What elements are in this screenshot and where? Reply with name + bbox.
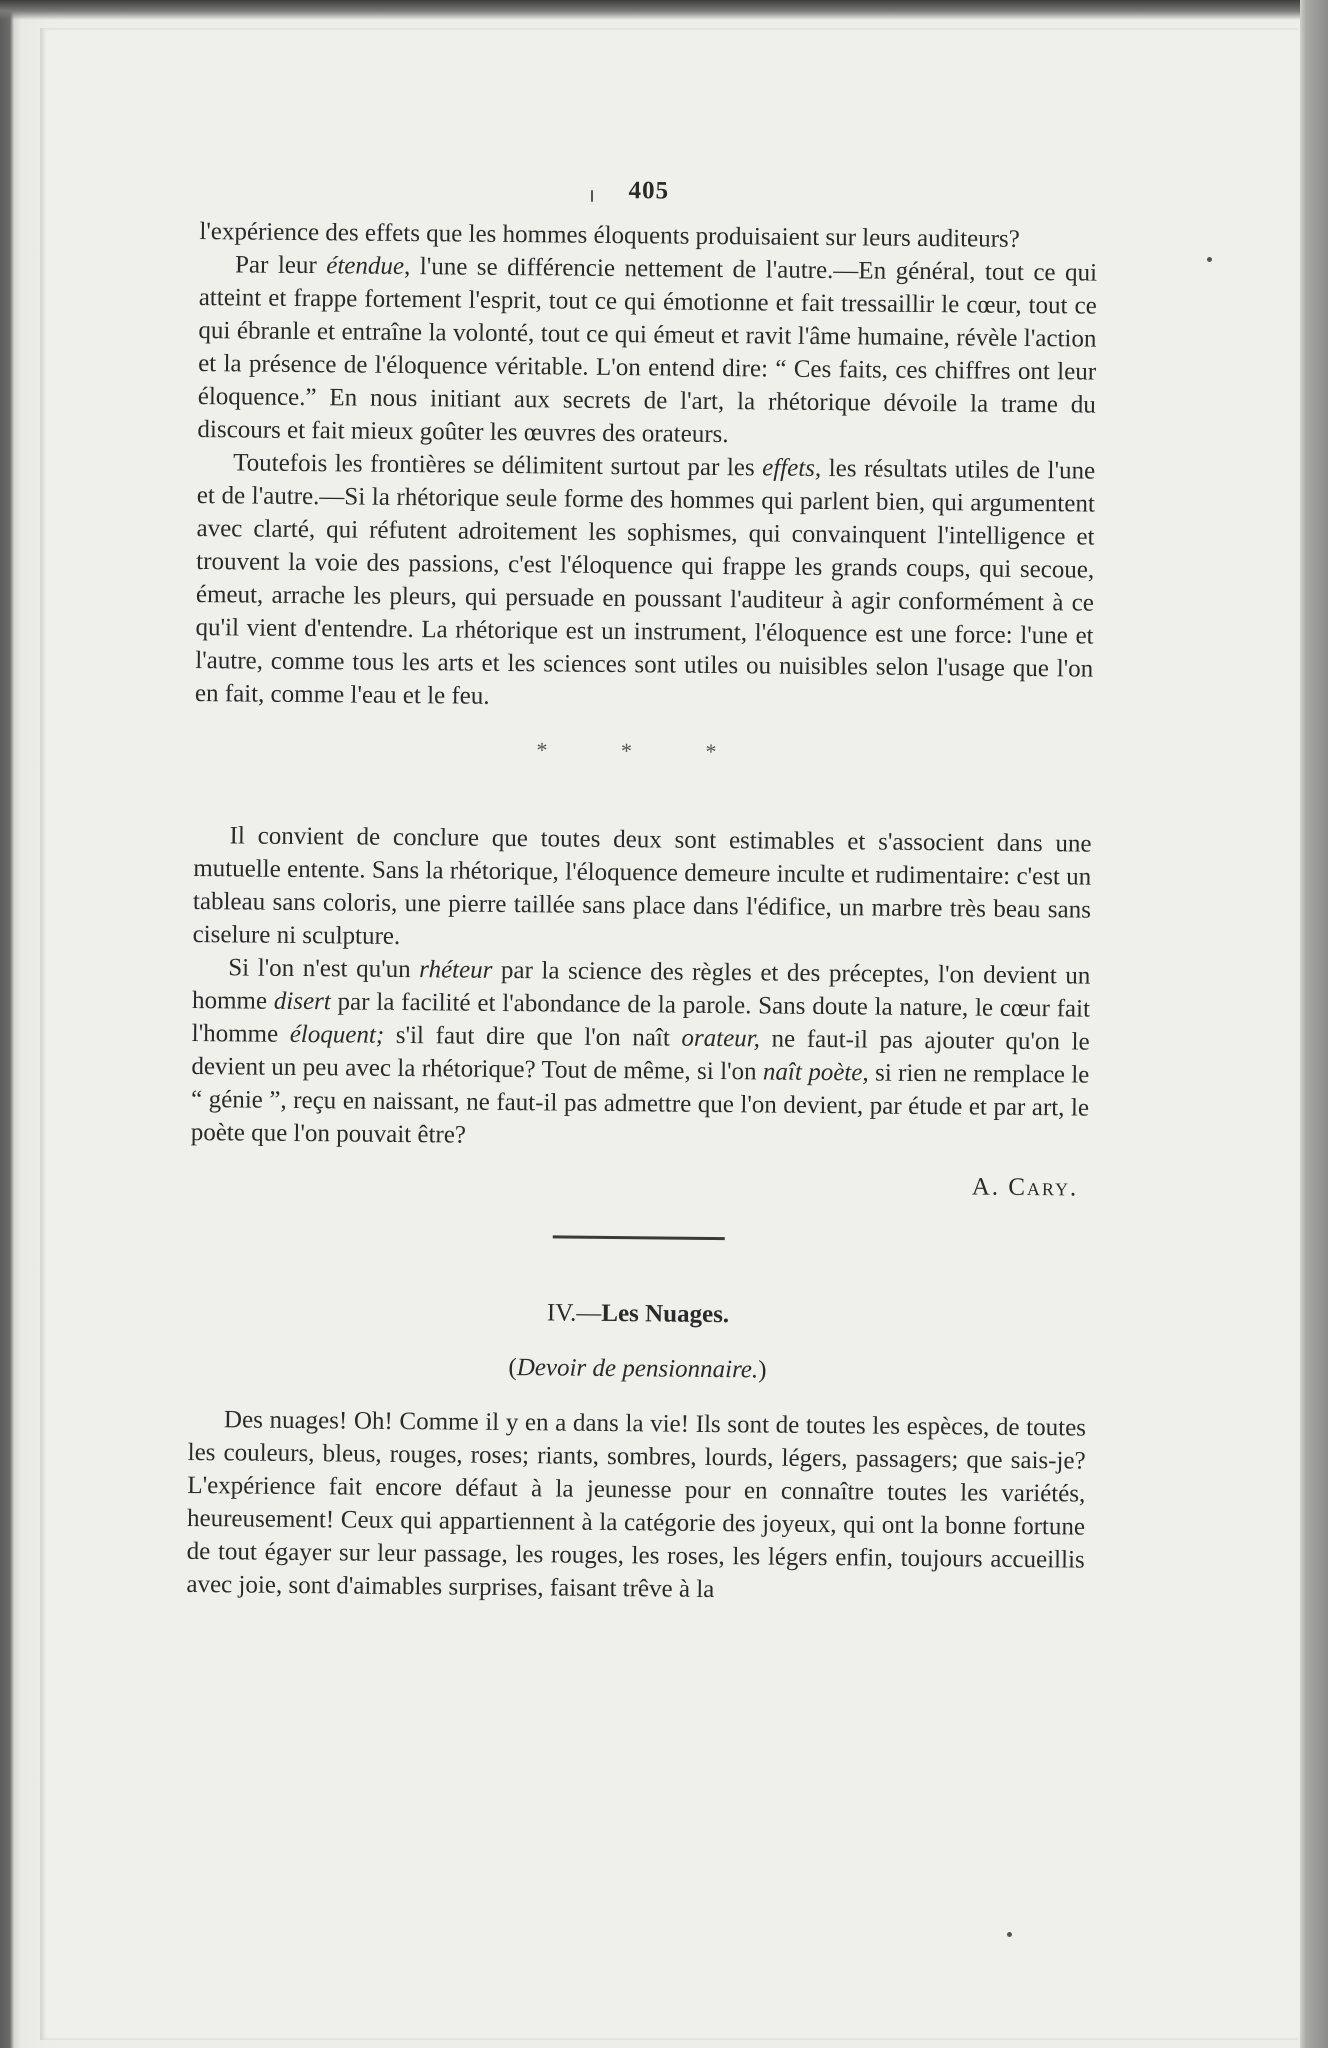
- italic-term: orateur,: [681, 1024, 761, 1053]
- text-run: les résultats utiles de l'une et de l'autre.—Si la rhétorique seule forme des hommes qui parlent bien, qui argumentent avec clarté, qui réfutent adroitement les sophismes, qui convainquent l'intelligence et trouvent la voie des passions, c'est l'éloquence qui frappe les grands coups, qui secoue, émeut, arrache les pleurs, qui persuade en poussant l'auditeur à agir conformément à ce qu'il vient d'entendre. La rhétorique est un instrument, l'éloquence est une force: l'une et l'autre, comme tous les arts et les sciences sont utiles ou nuisibles selon l'usage que l'on en fait, comme l'eau et le feu.: [194, 454, 1096, 710]
- text-run: par la science des règles et des préceptes, l'on devient un homme: [191, 956, 1091, 1015]
- paren-open: (: [508, 1354, 517, 1382]
- paragraph-nuages: Des nuages! Oh! Comme il y en a dans la vie! Ils sont de toutes les espèces, de toutes les couleurs, bleus, rouges, roses; riants, sombres, lourds, légers, passagers; que sais-je? L'expérience fait encore défaut à la jeunesse pour en connaître toutes les variétés, heureusement! Ceux qui appartiennent à la catégorie des joyeux, qui ont la bonne fortune de tout égayer sur leur passage, les rouges, les roses, les légers enfin, toujours accueillis avec joie, sont d'aimables surprises, faisant trêve à la: [186, 1406, 1087, 1604]
- section-title: Les Nuages.: [601, 1299, 730, 1329]
- section-separator: * * *: [536, 737, 751, 765]
- subtitle-text: Devoir de pensionnaire.: [516, 1354, 759, 1384]
- horizontal-rule: [553, 1235, 725, 1240]
- section-heading: [189, 1293, 1087, 1335]
- paragraph-conclusion: Il convient de conclure que toutes deux sont estimables et s'associent dans une mutuelle entente. Sans la rhétorique, l'éloquence demeure inculte et rudimentaire: c'est un tableau sans coloris, une pierre taillée sans place dans l'édifice, un marbre très beau sans ciselure ni sculpture.: [192, 822, 1092, 950]
- dust-speck: [1007, 1932, 1012, 1937]
- italic-term: étendue: [326, 252, 405, 280]
- page-content: [186, 170, 1098, 1610]
- italic-term: effets,: [762, 454, 822, 482]
- text-run: par la facilité et l'abondance de la parole. Sans doute la nature, le cœur fait l'homme: [191, 988, 1091, 1048]
- text-run: Si l'on n'est qu'un: [228, 954, 420, 984]
- text-run: s'il faut dire que l'on naît: [384, 1021, 682, 1052]
- text-run: si rien ne remplace le “ génie ”, reçu en naissant, ne faut-il pas admettre que l'on devient, par étude et par art, le poète que l'on pouvait être?: [190, 1059, 1090, 1149]
- author-signature: A. Cary.: [971, 1173, 1079, 1202]
- italic-term: disert: [273, 987, 331, 1016]
- text-run: Par leur: [234, 251, 327, 280]
- italic-term: éloquent;: [289, 1020, 385, 1049]
- text-run: , l'une se différencie nettement de l'autre.—En général, tout ce qui atteint et frappe fortement l'esprit, tout ce qui émotionne et fait tressaillir le cœur, tout ce qui ébranle et entraîne la volonté, tout ce qui émeut et ravit l'âme humaine, révèle l'action et la présence de l'éloquence véritable. L'on entend dire: “ Ces faits, ces chiffres ont leur éloquence.” En nous initiant aux secrets de l'art, la rhétorique dévoile la trame du discours et fait mieux goûter les œuvres des orateurs.: [197, 252, 1098, 449]
- paragraph-continuation: l'expérience des effets que les hommes éloquents produisaient sur leurs auditeurs?: [199, 217, 1020, 253]
- section-number: IV.—: [546, 1299, 602, 1327]
- dust-speck: [1207, 257, 1212, 262]
- text-run: Toutefois les frontières se délimitent surtout par les: [233, 449, 763, 482]
- paragraph-effets: [195, 446, 1095, 719]
- text-run: ne faut-il pas ajouter qu'on le devient un peu avec la rhétorique? Tout de même, si l'on: [191, 1025, 1090, 1086]
- italic-term: naît poète,: [762, 1058, 869, 1087]
- page-number: 405: [628, 177, 670, 205]
- paragraph-etendue: [197, 248, 1097, 455]
- section-subtitle: [188, 1348, 1086, 1390]
- top-edge-strip: [0, 0, 1328, 20]
- paragraph-rheteur: [191, 951, 1091, 1158]
- paren-close: ): [758, 1356, 767, 1384]
- page-edge: [1300, 0, 1328, 2048]
- italic-term: rhéteur: [419, 956, 493, 984]
